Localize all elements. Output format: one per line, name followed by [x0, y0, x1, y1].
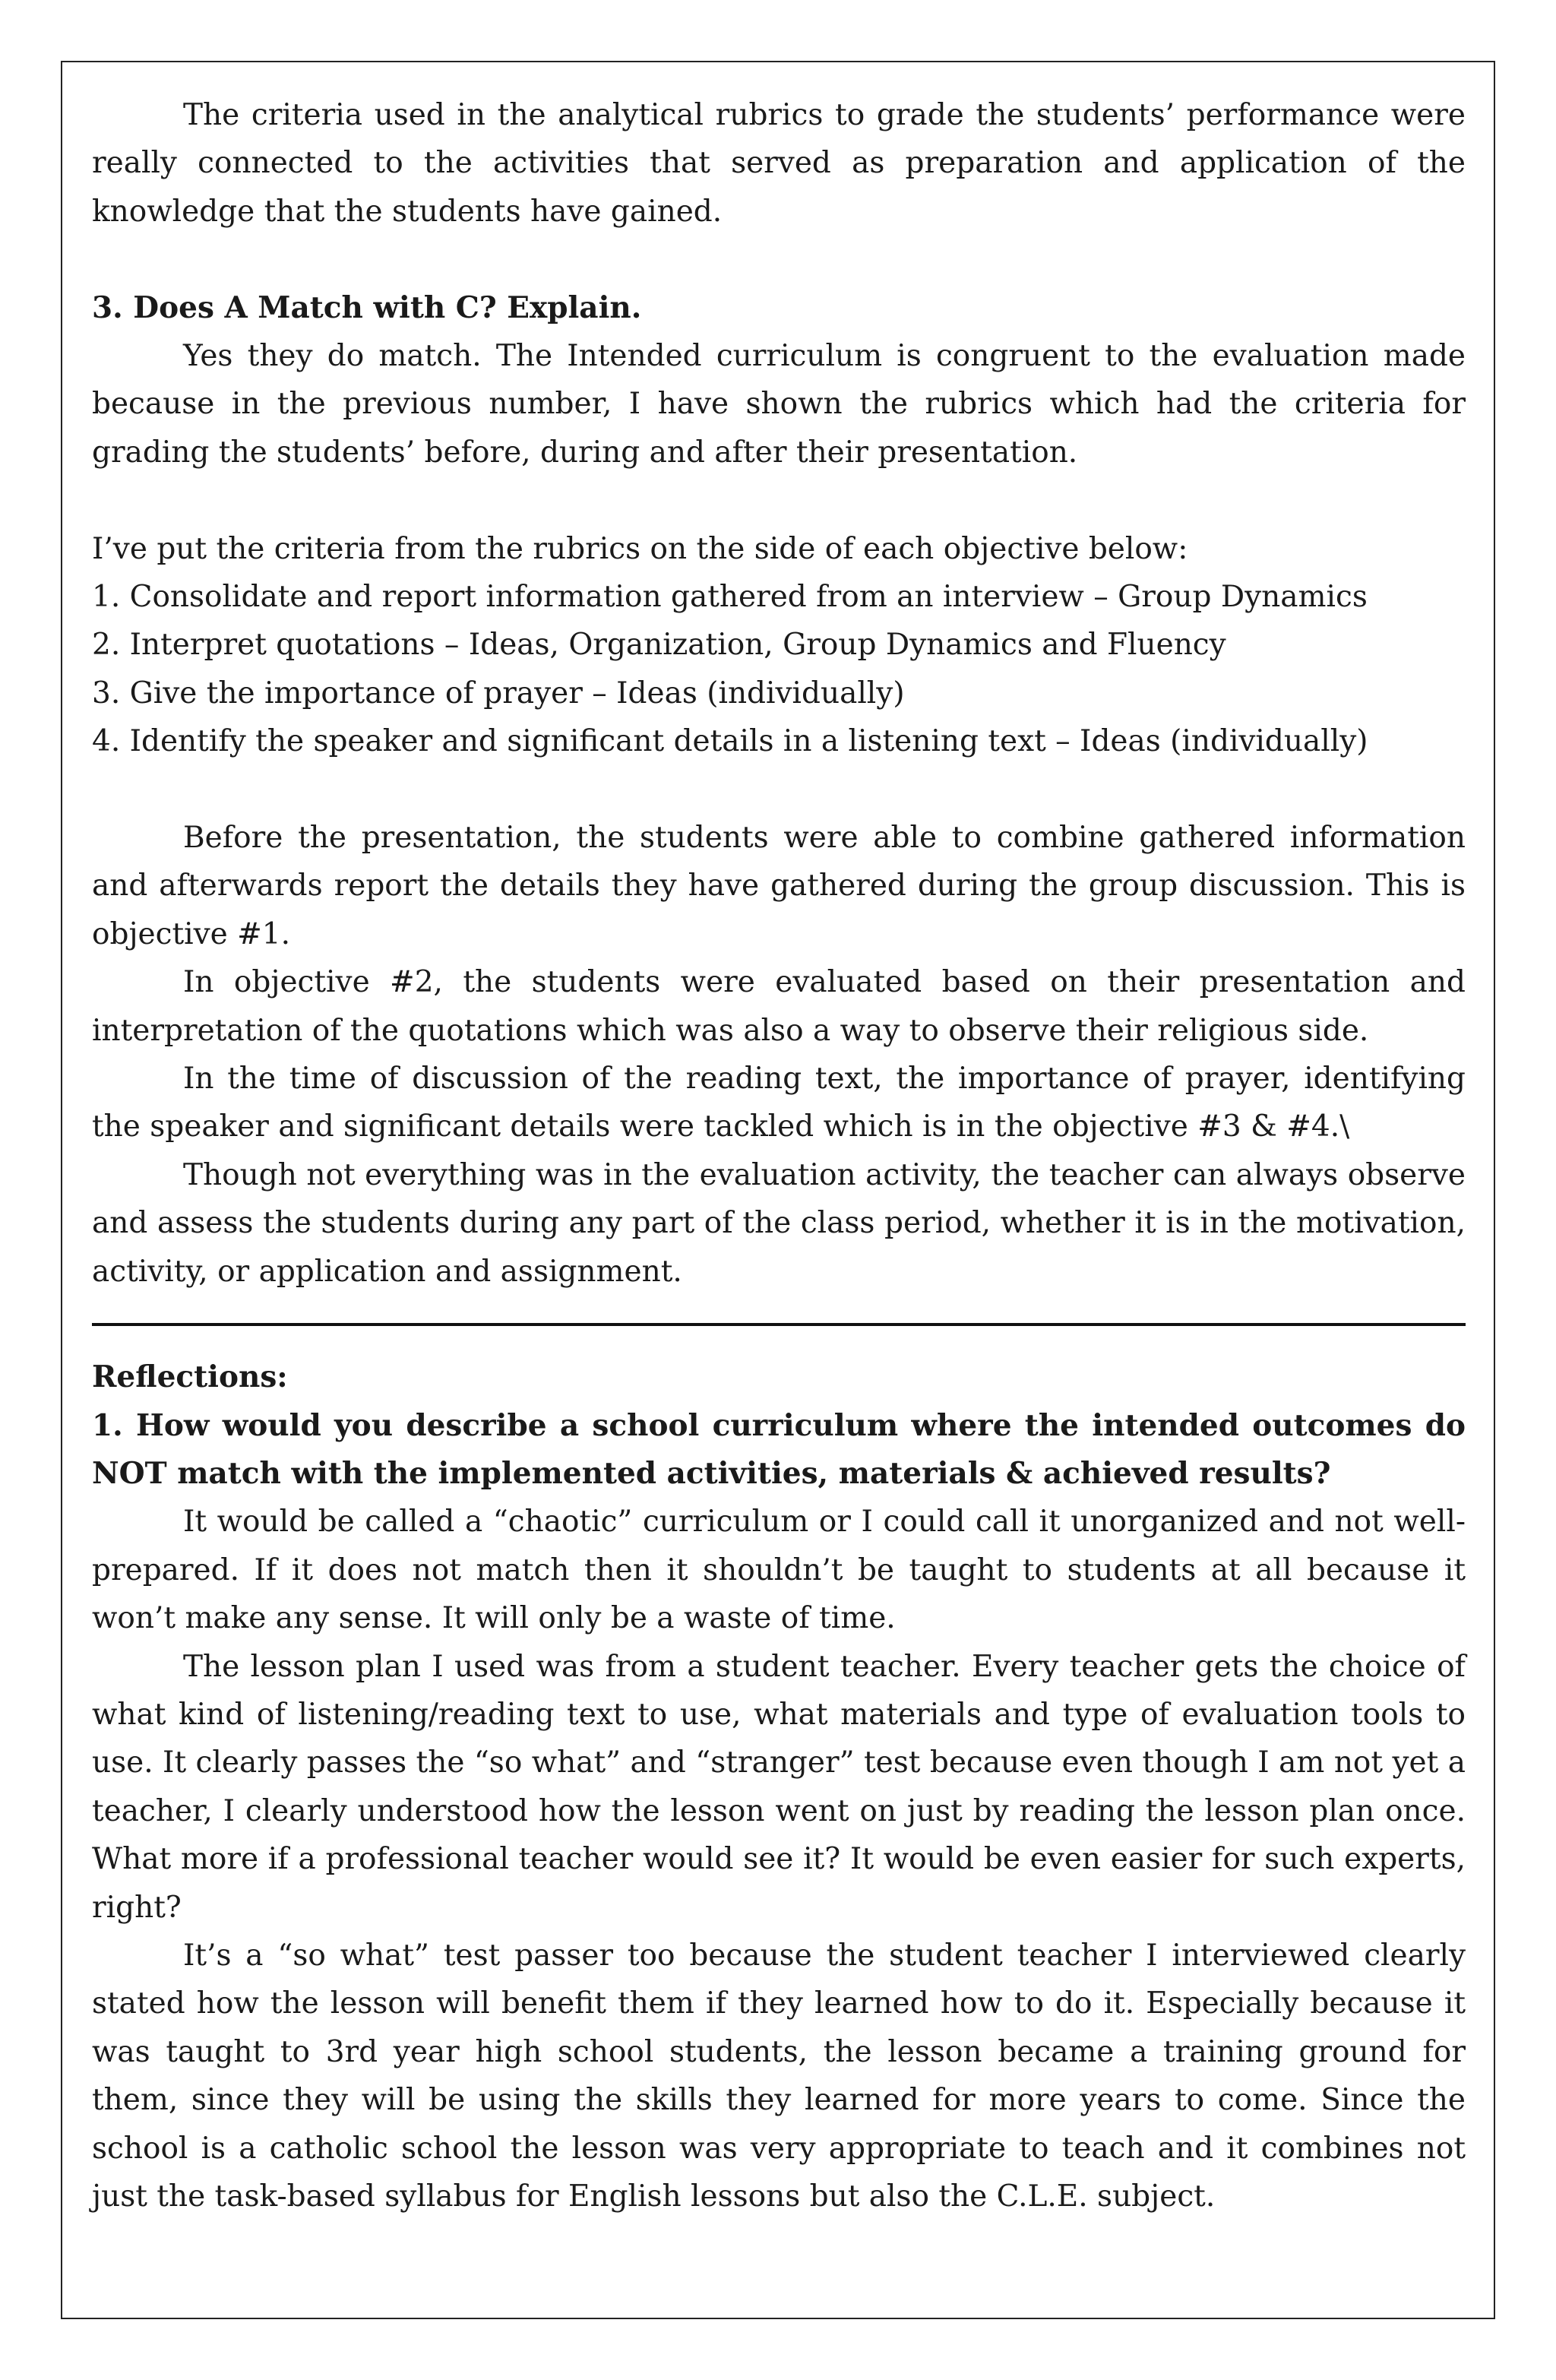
- spacer: [92, 766, 1466, 814]
- paragraph-though: Though not everything was in the evaluation activity, the teacher can always observe and assess the students during any part of the class period, whether it is in the motivation, activity, or application and assignment.: [92, 1157, 1466, 1289]
- section-divider: [92, 1323, 1466, 1326]
- paragraph-match: Yes they do match. The Intended curriculum is congruent to the evaluation made because in the previous number, I have shown the rubrics which had the criteria for grading the students’ before, during and after their presentation.: [92, 339, 1466, 470]
- objective-item-2: 2. Interpret quotations – Ideas, Organization, Group Dynamics and Fluency: [92, 628, 1226, 663]
- reflections-heading: Reflections:: [92, 1359, 288, 1395]
- paragraph-before-presentation: Before the presentation, the students were able to combine gathered information and afterwards report the details they have gathered during the group discussion. This is objective #1.: [92, 821, 1466, 951]
- paragraph-reading-text: In the time of discussion of the reading text, the importance of prayer, identifying the speaker and significant details were tackled which is in the objective #3 & #4.\: [92, 1062, 1466, 1144]
- document-body: [92, 91, 1466, 2220]
- paragraph-chaotic-curriculum: It would be called a “chaotic” curriculum or I could call it unorganized and not well-prepared. If it does not match then it shouldn’t be taught to students at all because it won’t make any sense. It will only be a waste of time.: [92, 1505, 1466, 1636]
- section-3-heading: 3. Does A Match with C? Explain.: [92, 290, 642, 325]
- spacer: [92, 236, 1466, 283]
- objective-item-4: 4. Identify the speaker and significant details in a listening text – Ideas (individually): [92, 724, 1368, 759]
- spacer: [92, 476, 1466, 524]
- paragraph-lesson-plan: The lesson plan I used was from a student teacher. Every teacher gets the choice of what kind of listening/reading text to use, what materials and type of evaluation tools to use. It clearly passes the “so what” and “stranger” test because even though I am not yet a teacher, I clearly understood how the lesson went on just by reading the lesson plan once. What more if a professional teacher would see it? It would be even easier for such experts, right?: [92, 1649, 1466, 1925]
- objective-item-1: 1. Consolidate and report information gathered from an interview – Group Dynamics: [92, 580, 1368, 615]
- paragraph-rubrics-criteria: The criteria used in the analytical rubrics to grade the students’ performance were really connected to the activities that served as preparation and application of the knowledge that the students have gained.: [92, 98, 1466, 229]
- reflection-question-1: 1. How would you describe a school curriculum where the intended outcomes do NOT match with the implemented activities, materials & achieved results?: [92, 1407, 1466, 1491]
- paragraph-objective-2: In objective #2, the students were evaluated based on their presentation and interpretation of the quotations which was also a way to observe their religious side.: [92, 965, 1466, 1048]
- objectives-intro: I’ve put the criteria from the rubrics on the side of each objective below:: [92, 531, 1188, 566]
- objective-item-3: 3. Give the importance of prayer – Ideas (individually): [92, 676, 905, 711]
- paragraph-so-what-test: It’s a “so what” test passer too because the student teacher I interviewed clearly stated how the lesson will benefit them if they learned how to do it. Especially because it was taught to 3rd year high school students, the lesson became a training ground for them, since they will be using the skills they learned for more years to come. Since the school is a catholic school the lesson was very appropriate to teach and it combines not just the task-based syllabus for English lessons but also the C.L.E. subject.: [92, 1938, 1466, 2214]
